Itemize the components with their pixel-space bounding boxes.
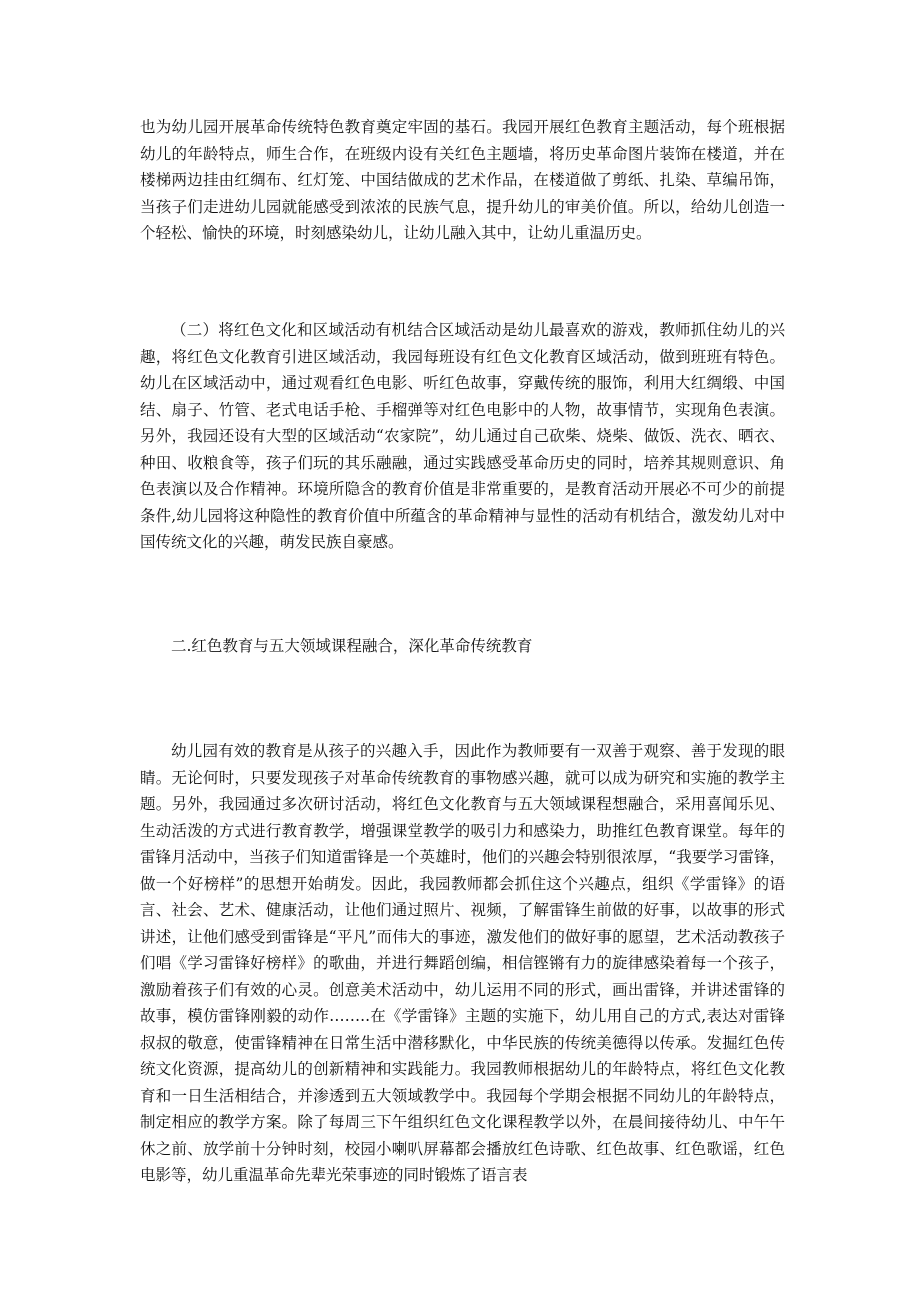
paragraph-continuation: 也为幼儿园开展革命传统特色教育奠定牢固的基石。我园开展红色教育主题活动，每个班根据幼儿的年龄特点，师生合作，在班级内设有关红色主题墙，将历史革命图片装饰在楼道，并在楼梯两边挂由红绸布、红灯笼、中国结做成的艺术作品，在楼道做了剪纸、扎染、草编吊饰，当孩子们走进幼儿园就能感受到浓浓的民族气息，提升幼儿的审美价值。所以，给幼儿创造一个轻松、愉快的环境，时刻感染幼儿，让幼儿融入其中，让幼儿重温历史。 bbox=[140, 118, 785, 242]
section-heading: 二.红色教育与五大领域课程融合，深化革命传统教育 bbox=[171, 637, 533, 655]
paragraph-five-domains: 幼儿园有效的教育是从孩子的兴趣入手，因此作为教师要有一双善于观察、善于发现的眼睛。无论何时，只要发现孩子对革命传统教育的事物感兴趣，就可以成为研究和实施的教学主题。另外，我园通过多次研讨活动，将红色文化教育与五大领域课程想融合，采用喜闻乐见、生动活泼的方式进行教育教学，增强课堂教学的吸引力和感染力，助推红色教育课堂。每年的雷锋月活动中，当孩子们知道雷锋是一个英雄时，他们的兴趣会特别很浓厚，“我要学习雷锋，做一个好榜样”的思想开始萌发。因此，我园教师都会抓住这个兴趣点，组织《学雷锋》的语言、社会、艺术、健康活动，让他们通过照片、视频，了解雷锋生前做的好事，以故事的形式讲述，让他们感受到雷锋是“平凡”而伟大的事迹，激发他们的做好事的愿望，艺术活动教孩子们唱《学习雷锋好榜样》的歌曲，并进行舞蹈创编，相信铿锵有力的旋律感染着每一个孩子，激励着孩子们有效的心灵。创意美术活动中，幼儿运用不同的形式，画出雷锋，并讲述雷锋的故事，模仿雷锋刚毅的动作……..在《学雷锋》主题的实施下，幼儿用自己的方式,表达对雷锋叔叔的敬意，使雷锋精神在日常生活中潜移默化，中华民族的传统美德得以传承。发掘红色传统文化资源，提高幼儿的创新精神和实践能力。我园教师根据幼儿的年龄特点，将红色文化教育和一日生活相结合，并渗透到五大领域教学中。我园每个学期会根据不同幼儿的年龄特点，制定相应的教学方案。除了每周三下午组织红色文化课程教学以外，在晨间接待幼儿、中午午休之前、放学前十分钟时刻，校园小喇叭屏幕都会播放红色诗歌、红色故事、红色歌谣，红色电影等，幼儿重温革命先辈光荣事迹的同时锻炼了语言表 bbox=[140, 742, 785, 1184]
paragraph-regional-activities: （二）将红色文化和区域活动有机结合区域活动是幼儿最喜欢的游戏，教师抓住幼儿的兴趣，将红色文化教育引进区域活动，我园每班设有红色文化教育区域活动，做到班班有特色。幼儿在区域活动中，通过观看红色电影、听红色故事，穿戴传统的服饰，利用大红绸缎、中国结、扇子、竹管、老式电话手枪、手榴弹等对红色电影中的人物，故事情节，实现角色表演。另外，我园还设有大型的区域活动“农家院”，幼儿通过自己砍柴、烧柴、做饭、洗衣、晒衣、种田、收粮食等，孩子们玩的其乐融融，通过实践感受革命历史的同时，培养其规则意识、角色表演以及合作精神。环境所隐含的教育价值是非常重要的，是教育活动开展必不可少的前提条件,幼儿园将这种隐性的教育价值中所蕴含的革命精神与显性的活动有机结合，激发幼儿对中国传统文化的兴趣，萌发民族自豪感。 bbox=[140, 321, 785, 551]
